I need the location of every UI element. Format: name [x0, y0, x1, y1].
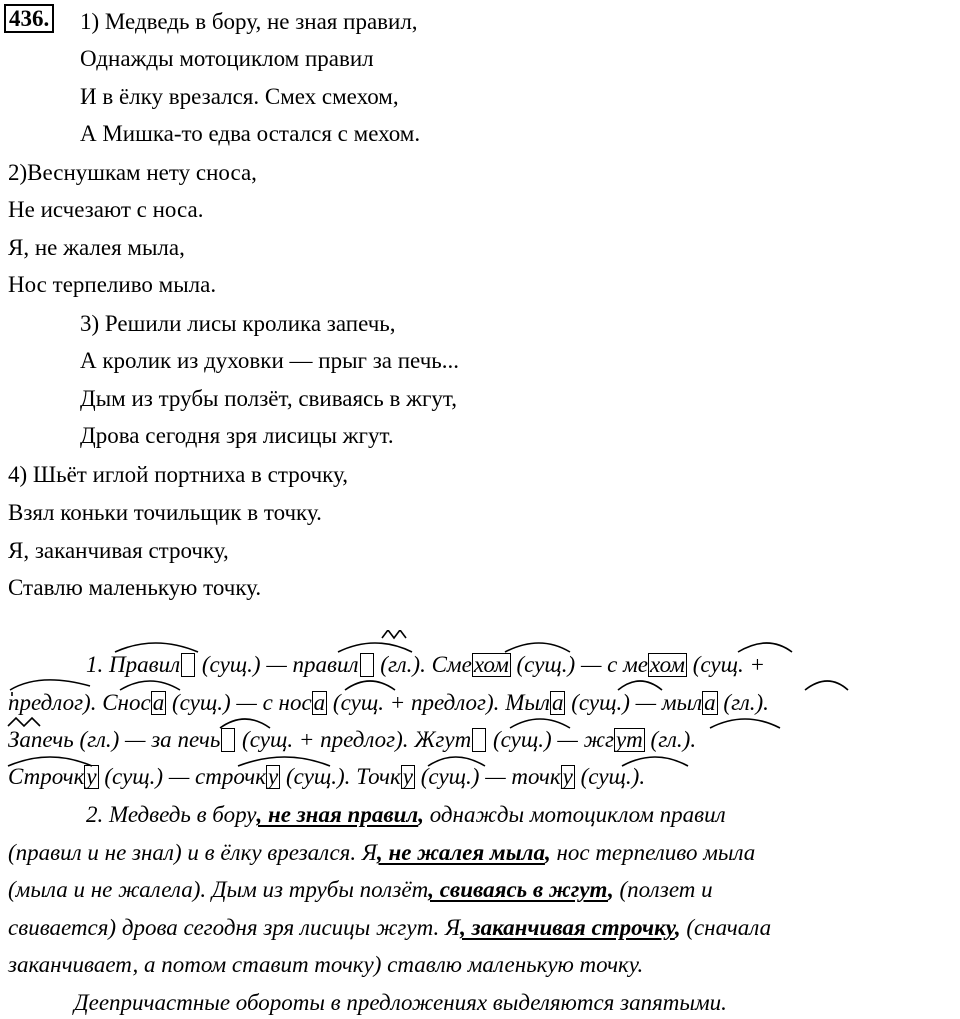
comma: , — [544, 840, 551, 865]
analysis-text: (сущ.) — — [487, 727, 584, 752]
ending-box — [221, 728, 235, 752]
analysis-line-1 — [86, 653, 765, 677]
word-root-mark: Правил — [109, 652, 181, 677]
ending-box — [360, 653, 374, 677]
word-root-mark: Точк — [356, 764, 401, 789]
ending-box: хом — [650, 652, 685, 677]
analysis-text: (сущ.). — [280, 764, 357, 789]
analysis-text: (сущ.) — — [565, 690, 662, 715]
word-root-mark: строчк — [195, 764, 267, 789]
ending-box: у — [268, 764, 279, 789]
analysis-text: (сущ. + — [686, 652, 766, 677]
word-root-mark: мыл — [661, 690, 703, 715]
ending-box: ут — [615, 727, 643, 752]
word-root-mark: Сме — [431, 652, 472, 677]
poem-line-8: Нос терпеливо мыла. — [8, 272, 217, 297]
part2-text: (правил и не знал) и в ёлку врезался. Я — [8, 840, 377, 865]
poem-line-7: Я, не жалея мыла, — [8, 235, 185, 260]
comma: , — [418, 802, 424, 827]
word-root-mark: Жгут — [414, 727, 472, 752]
ending-box: а — [704, 690, 716, 715]
analysis-text: 1. — [86, 652, 109, 677]
analysis-text: (гл.). — [717, 690, 769, 715]
part2-text: (ползет и — [613, 877, 713, 902]
ending-box: а — [313, 690, 326, 715]
ending-box: а — [152, 690, 165, 715]
analysis-text: (гл.). — [644, 727, 697, 752]
poem-line-1: 1) Медведь в бору, не зная правил, — [80, 9, 418, 34]
ending-box: у — [402, 764, 414, 789]
analysis-line-4 — [8, 765, 645, 789]
word-root-mark: жг — [583, 727, 614, 752]
analysis-line-3 — [8, 728, 696, 752]
part2-line-4 — [8, 916, 771, 939]
word-root-mark: Снос — [102, 690, 151, 715]
poem-line-13: 4) Шьёт иглой портниха в строчку, — [8, 462, 348, 487]
participle-phrase: , не зная правил — [256, 802, 419, 827]
part2-text: (сначала — [680, 915, 772, 940]
word-root-mark: точк — [511, 764, 561, 789]
analysis-text: (сущ.) — — [415, 764, 512, 789]
analysis-text: (сущ.) — — [196, 652, 293, 677]
ending-box: а — [551, 690, 564, 715]
ending-box — [181, 653, 195, 677]
part2-text: однажды мотоциклом правил — [423, 802, 726, 827]
comma: , — [674, 915, 681, 940]
word-root-mark: печь — [177, 727, 221, 752]
part2-line-6: Деепричастные обороты в предложениях выделяются запятыми. — [74, 990, 727, 1015]
exercise-number: 436. — [4, 4, 54, 33]
poem-line-3: И в ёлку врезался. Смех смехом, — [80, 84, 399, 109]
part2-line-5: заканчивает, а потом ставит точку) ставлю маленькую точку. — [8, 952, 644, 977]
poem-line-4: А Мишка-то едва остался с мехом. — [80, 121, 421, 146]
poem-line-12: Дрова сегодня зря лисицы жгут. — [80, 423, 394, 448]
analysis-text: (сущ. + предлог). — [327, 690, 506, 715]
poem-line-14: Взял коньки точильщик в точку. — [8, 500, 322, 525]
analysis-text: (сущ.). — [574, 764, 646, 789]
word-root-mark: правил — [292, 652, 359, 677]
ending-box — [472, 728, 486, 752]
ending-box: у — [86, 764, 97, 789]
analysis-text: (сущ.) — с — [166, 690, 279, 715]
part2-text: (мыла и не жалела). Дым из трубы ползёт — [8, 877, 429, 902]
part2-line-3 — [8, 878, 713, 901]
analysis-text: (сущ. + предлог). — [236, 727, 415, 752]
part2-text: нос терпеливо мыла — [550, 840, 756, 865]
participle-phrase: , свиваясь в жгут — [428, 877, 609, 902]
word-root-mark: нос — [278, 690, 312, 715]
analysis-text: предлог). — [8, 690, 103, 715]
poem-line-9: 3) Решили лисы кролика запечь, — [80, 311, 396, 336]
analysis-text: (сущ.) — — [98, 764, 196, 789]
participle-phrase: , не жалея мыла — [377, 840, 545, 865]
part2-line-1 — [86, 803, 726, 826]
word-root-mark: Строчк — [8, 764, 85, 789]
analysis-text: (сущ.) — с — [510, 652, 624, 677]
ending-box: у — [562, 764, 573, 789]
poem-line-11: Дым из трубы ползёт, свиваясь в жгут, — [80, 386, 457, 411]
poem-line-6: Не исчезают с носа. — [8, 197, 204, 222]
comma: , — [608, 877, 614, 902]
part2-text: 2. Медведь в бору — [86, 802, 257, 827]
part2-line-2 — [8, 841, 755, 864]
poem-line-5: 2)Веснушкам нету сноса, — [8, 160, 257, 185]
ending-box: хом — [473, 652, 509, 677]
participle-phrase: , заканчивая строчку — [460, 915, 675, 940]
poem-line-15: Я, заканчивая строчку, — [8, 538, 229, 563]
word-root-mark: Запечь — [8, 727, 74, 752]
analysis-line-2 — [8, 691, 769, 715]
word-root-mark: Мыл — [505, 690, 550, 715]
poem-line-2: Однажды мотоциклом правил — [80, 46, 374, 71]
poem-line-16: Ставлю маленькую точку. — [8, 575, 262, 600]
analysis-text: (гл.). — [374, 652, 432, 677]
word-root-mark: ме — [623, 652, 649, 677]
part2-text: свивается) дрова сегодня зря лисицы жгут. Я — [8, 915, 461, 940]
poem-line-10: А кролик из духовки — прыг за печь... — [80, 348, 459, 373]
analysis-text: (гл.) — за — [73, 727, 178, 752]
